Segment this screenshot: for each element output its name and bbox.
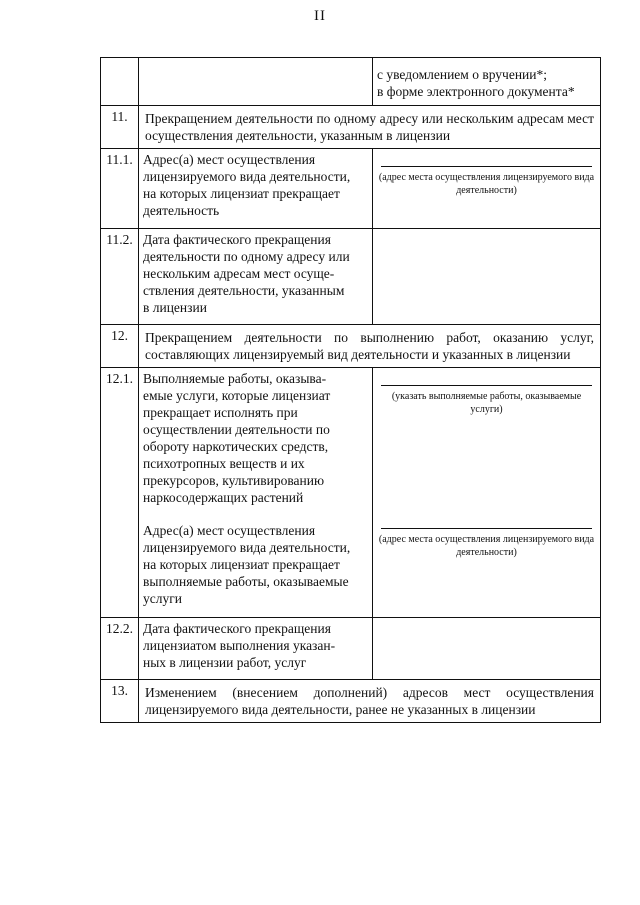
- row-label: Дата фактического прекращения деятельности по одному адресу или нескольким адресам мест осуще- ствления деятельности, указанным в лицензии: [139, 229, 373, 325]
- date-input-cell[interactable]: [373, 618, 601, 680]
- row-number: 11.1.: [101, 149, 139, 229]
- row-label: Адрес(а) мест осуществления лицензируемого вида деятельности, на которых лицензиат прекращает деятельность: [139, 149, 373, 229]
- delivery-method-cell: [373, 58, 601, 106]
- row-11: [101, 106, 601, 149]
- field-hint: (адрес места осуществления лицензируемого вида деятельности): [378, 172, 595, 196]
- row-12-1: [101, 368, 601, 618]
- address-fill-line[interactable]: [381, 528, 592, 529]
- row-text: Прекращением деятельности по одному адресу или нескольким адресам мест осуществления деятельности, указанным в лицензии: [139, 106, 601, 149]
- row-number: 11.2.: [101, 229, 139, 325]
- field-hint-works: (указать выполняемые работы, оказываемые услуги): [391, 391, 582, 415]
- row-number: 12.: [101, 325, 139, 368]
- empty-number-cell: [101, 58, 139, 106]
- date-input-cell[interactable]: [373, 229, 601, 325]
- address-fill-line[interactable]: [381, 166, 592, 167]
- row-number: 11.: [101, 106, 139, 149]
- row-11-2: [101, 229, 601, 325]
- row-11-1: [101, 149, 601, 229]
- row-12: [101, 325, 601, 368]
- delivery-method-row: [101, 58, 601, 106]
- address-input-cell[interactable]: [373, 149, 601, 229]
- license-application-table: [100, 57, 601, 723]
- row-12-2: [101, 618, 601, 680]
- delivery-option-electronic: в форме электронного документа*: [377, 84, 575, 99]
- row-number: 12.1.: [101, 368, 139, 618]
- row-13: [101, 680, 601, 723]
- row-text: Изменением (внесением дополнений) адресов мест осуществления лицензируемого вида деятельности, ранее не указанных в лицензии: [139, 680, 601, 723]
- row-text: Прекращением деятельности по выполнению работ, оказанию услуг, составляющих лицензируемый вид деятельности и указанных в лицензии: [139, 325, 601, 368]
- row-label-addresses: Адрес(а) мест осуществления лицензируемого вида деятельности, на которых лицензиат прекращает выполняемые работы, оказываемые услуги: [143, 523, 351, 606]
- row-number: 12.2.: [101, 618, 139, 680]
- delivery-option-notice: с уведомлением о вручении*;: [377, 67, 547, 82]
- works-and-address-input-cell[interactable]: [373, 368, 601, 618]
- row-number: 13.: [101, 680, 139, 723]
- works-fill-line[interactable]: [381, 385, 592, 386]
- page-number: II: [314, 8, 326, 24]
- row-label-works: Выполняемые работы, оказыва- емые услуги, которые лицензиат прекращает исполнять при осуществлении деятельности по обороту наркотических средств, психотропных веществ и их прекурсоров, культивированию наркосодержащих растений: [143, 371, 331, 505]
- empty-label-cell: [139, 58, 373, 106]
- row-12-1-labels: [139, 368, 373, 618]
- field-hint-address: (адрес места осуществления лицензируемого вида деятельности): [378, 534, 595, 558]
- row-label: Дата фактического прекращения лицензиатом выполнения указан- ных в лицензии работ, услуг: [139, 618, 373, 680]
